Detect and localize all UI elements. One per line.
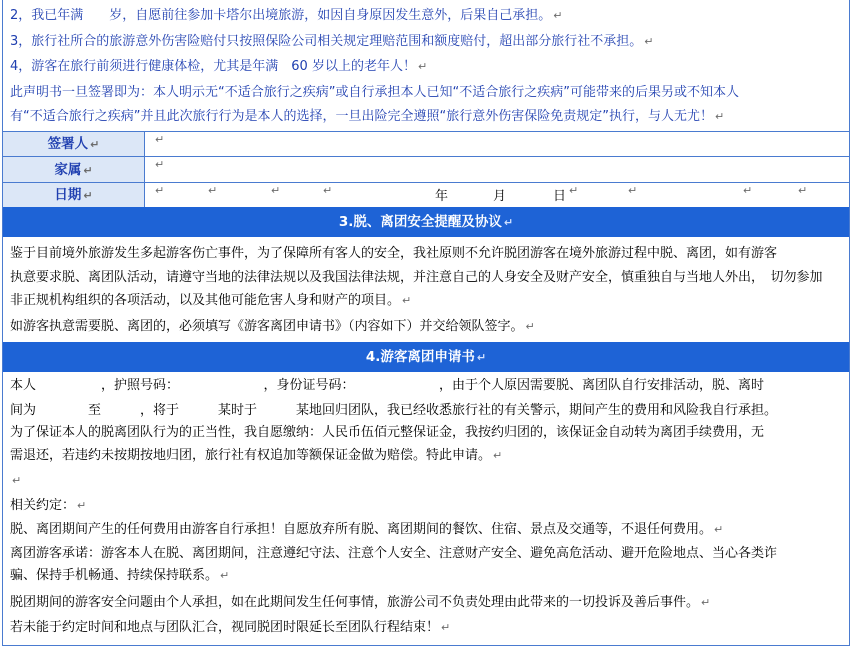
date-day-label: 日 xyxy=(553,189,567,204)
date-field[interactable]: ↵ xyxy=(155,184,165,197)
date-blank-mark: ↵ xyxy=(271,184,281,197)
section3-paragraph-line-2: 执意要求脱、离团队活动，请遵守当地的法律法规以及我国法律法规，并注意自己的人身安全及财产安全，慎重独自与当地人外出， 切勿参加 xyxy=(10,270,823,285)
family-field[interactable]: ↵ xyxy=(155,158,165,171)
date-blank-mark: ↵ xyxy=(208,184,218,197)
section3-paragraph-line-1: 鉴于目前境外旅游发生多起游客伤亡事件，为了保障所有客人的安全，我社原则不允许脱团游客在境外旅游过程中脱、离团，如有游客 xyxy=(10,246,778,261)
date-blank-mark: ↵ xyxy=(743,184,753,197)
application-line-3: 为了保证本人的脱离团队行为的正当性，我自愿缴纳：人民币伍佰元整保证金，我按约归团的，该保证金自动转为离团手续费用，无 xyxy=(10,425,765,440)
date-row xyxy=(3,182,849,207)
empty-paragraph: ↵ xyxy=(12,474,22,487)
date-blank-mark: ↵ xyxy=(628,184,638,197)
date-blank-mark: ↵ xyxy=(569,184,579,197)
agreement-line-2: 离团游客承诺：游客本人在脱、离团期间，注意遵纪守法、注意个人安全、注意财产安全、避免高危活动、避开危险地点、当心各类诈 xyxy=(10,546,778,561)
clause-2: 2，我已年满 岁，自愿前往参加卡塔尔出境旅游，如因自身原因发生意外，后果自己承担。 ↵ xyxy=(10,8,563,23)
date-label: 日期 ↵ xyxy=(3,183,145,207)
application-line-4: 需退还，若违约未按期按地归团，旅行社有权追加等额保证金做为赔偿。特此申请。 ↵ xyxy=(10,448,503,463)
agreement-line-1: 脱、离团期间产生的任何费用由游客自行承担！自愿放弃所有脱、离团期间的餐饮、住宿、景点及交通等，不退任何费用。 ↵ xyxy=(10,522,724,537)
clause-4: 4，游客在旅行前须进行健康体检，尤其是年满 60 岁以上的老年人！ ↵ xyxy=(10,59,428,74)
agreement-line-4: 脱团期间的游客安全问题由个人承担，如在此期间发生任何事情，旅游公司不负责处理由此带来的一切投诉及善后事件。 ↵ xyxy=(10,595,711,610)
application-line-1: 本人 ，护照号码： ，身份证号码： ，由于个人原因需要脱、离团队自行安排活动，脱、离时 xyxy=(10,378,765,393)
date-blank-mark: ↵ xyxy=(323,184,333,197)
section3-note: 如游客执意需要脱、离团的，必须填写《游客离团申请书》（内容如下）并交给领队签字。 ↵ xyxy=(10,319,535,334)
section3-paragraph-line-3: 非正规机构组织的各项活动，以及其他可能危害人身和财产的项目。 ↵ xyxy=(10,293,412,308)
declaration-line-2: 有“不适合旅行之疾病”并且此次旅行行为是本人的选择，一旦出险完全遵照“旅行意外伤害保险免责规定”执行，与人无尤！ ↵ xyxy=(10,109,725,124)
family-label: 家属 ↵ xyxy=(3,157,145,182)
agreement-line-3: 骗、保持手机畅通、持续保持联系。 ↵ xyxy=(10,568,230,583)
family-row xyxy=(3,156,849,182)
signer-row xyxy=(3,131,849,156)
signer-label: 签署人 ↵ xyxy=(3,132,145,156)
clause-3: 3，旅行社所合的旅游意外伤害险赔付只按照保险公司相关规定理赔范围和额度赔付，超出部分旅行社不承担。 ↵ xyxy=(10,34,654,49)
application-line-2: 间为 至 ，将于 某时于 某地回归团队，我已经收悉旅行社的有关警示，期间产生的费用和风险我自行承担。 xyxy=(10,403,778,418)
signer-field[interactable]: ↵ xyxy=(155,133,165,146)
date-year-label: 年 xyxy=(435,189,449,204)
date-blank-mark: ↵ xyxy=(798,184,808,197)
agreement-title: 相关约定： ↵ xyxy=(10,498,87,513)
declaration-line-1: 此声明书一旦签署即为：本人明示无“不适合旅行之疾病”或自行承担本人已知“不适合旅行之疾病”可能带来的后果另或不知本人 xyxy=(10,85,739,100)
section3-header: 3.脱、离团安全提醒及协议 ↵ xyxy=(3,207,849,237)
date-month-label: 月 xyxy=(493,189,507,204)
section4-header: 4.游客离团申请书 ↵ xyxy=(3,342,849,372)
agreement-line-5: 若未能于约定时间和地点与团队汇合，视同脱团时限延长至团队行程结束！ ↵ xyxy=(10,620,451,635)
